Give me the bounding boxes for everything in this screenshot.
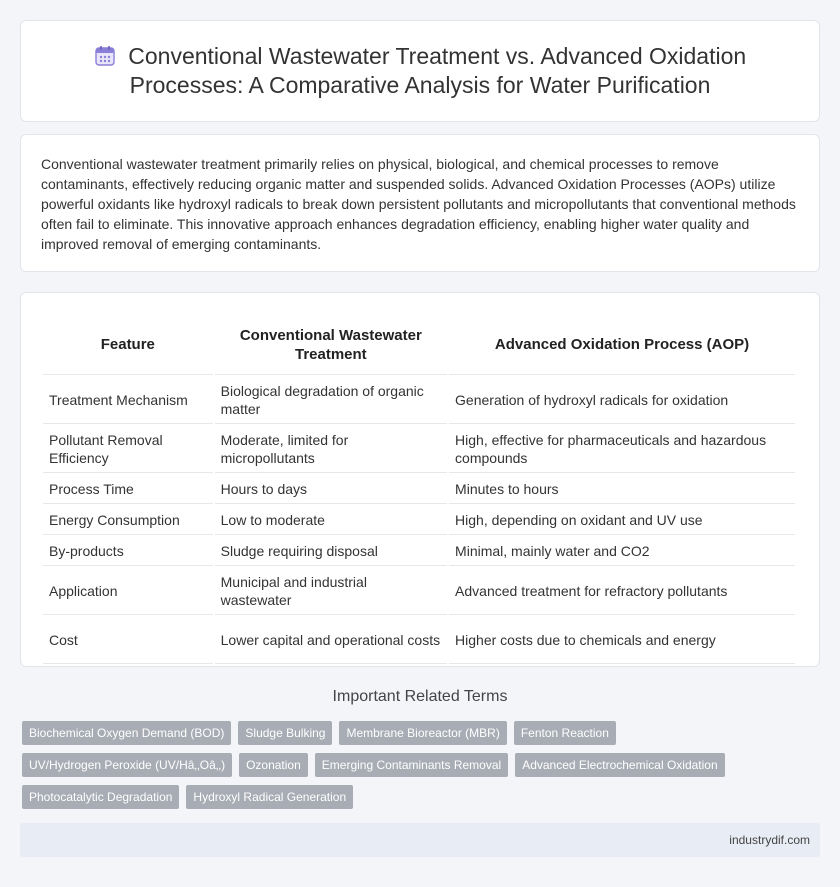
row-conventional: Biological degradation of organic matter [215, 377, 447, 424]
table-row [43, 506, 795, 535]
tag-fenton-reaction[interactable]: Fenton Reaction [514, 721, 616, 745]
row-conventional: Low to moderate [215, 506, 447, 535]
tag-uv-hydrogen-peroxide[interactable]: UV/Hydrogen Peroxide (UV/Hâ‚‚Oâ‚‚) [22, 753, 232, 777]
tag-bod[interactable]: Biochemical Oxygen Demand (BOD) [22, 721, 231, 745]
table-row [43, 568, 795, 615]
row-feature: Cost [43, 617, 213, 664]
row-aop: Advanced treatment for refractory pollutants [449, 568, 795, 615]
page-title: Conventional Wastewater Treatment vs. Advanced Oxidation Processes: A Comparative Analysis for Water Purification [128, 43, 747, 98]
title-wrap [70, 42, 770, 100]
footer-site[interactable]: industrydif.com [729, 833, 810, 847]
row-feature: Energy Consumption [43, 506, 213, 535]
comparison-table [41, 313, 797, 666]
tag-electrochemical-oxidation[interactable]: Advanced Electrochemical Oxidation [515, 753, 724, 777]
tag-ozonation[interactable]: Ozonation [239, 753, 308, 777]
calendar-icon [94, 45, 116, 67]
row-feature: Process Time [43, 475, 213, 504]
row-feature: Pollutant Removal Efficiency [43, 426, 213, 473]
row-aop: High, depending on oxidant and UV use [449, 506, 795, 535]
row-aop: Higher costs due to chemicals and energy [449, 617, 795, 664]
related-terms-title: Important Related Terms [332, 688, 508, 705]
header-aop: Advanced Oxidation Process (AOP) [449, 315, 795, 375]
table-row [43, 377, 795, 424]
summary-text: Conventional wastewater treatment primarily relies on physical, biological, and chemical processes to remove contaminants, effectively reducing organic matter and suspended solids. Advanced Oxidation Processes (AOPs) utilize powerful oxidants like hydroxyl radicals to break down persistent pollutants and micropollutants that conventional methods often fail to eliminate. This innovative approach enhances degradation efficiency, enabling higher water quality and improved removal of emerging contaminants. [41, 156, 796, 252]
tag-hydroxyl-radical-generation[interactable]: Hydroxyl Radical Generation [186, 785, 353, 809]
summary-card [20, 134, 820, 272]
tag-emerging-contaminants[interactable]: Emerging Contaminants Removal [315, 753, 508, 777]
table-header-row [43, 315, 795, 375]
tag-photocatalytic-degradation[interactable]: Photocatalytic Degradation [22, 785, 179, 809]
header-feature: Feature [43, 315, 213, 375]
footer [20, 823, 820, 857]
row-feature: Treatment Mechanism [43, 377, 213, 424]
row-conventional: Moderate, limited for micropollutants [215, 426, 447, 473]
row-feature: By-products [43, 537, 213, 566]
row-conventional: Hours to days [215, 475, 447, 504]
row-aop: High, effective for pharmaceuticals and hazardous compounds [449, 426, 795, 473]
comparison-table-card [20, 292, 820, 667]
title-card [20, 20, 820, 122]
table-row [43, 475, 795, 504]
row-conventional: Lower capital and operational costs [215, 617, 447, 664]
row-aop: Minutes to hours [449, 475, 795, 504]
row-aop: Generation of hydroxyl radicals for oxidation [449, 377, 795, 424]
header-conventional: Conventional Wastewater Treatment [215, 315, 447, 375]
table-row [43, 426, 795, 473]
row-aop: Minimal, mainly water and CO2 [449, 537, 795, 566]
row-conventional: Municipal and industrial wastewater [215, 568, 447, 615]
row-conventional: Sludge requiring disposal [215, 537, 447, 566]
table-row [43, 537, 795, 566]
row-feature: Application [43, 568, 213, 615]
related-terms-tags [22, 721, 782, 817]
tag-sludge-bulking[interactable]: Sludge Bulking [238, 721, 332, 745]
table-row [43, 617, 795, 664]
tag-mbr[interactable]: Membrane Bioreactor (MBR) [339, 721, 506, 745]
